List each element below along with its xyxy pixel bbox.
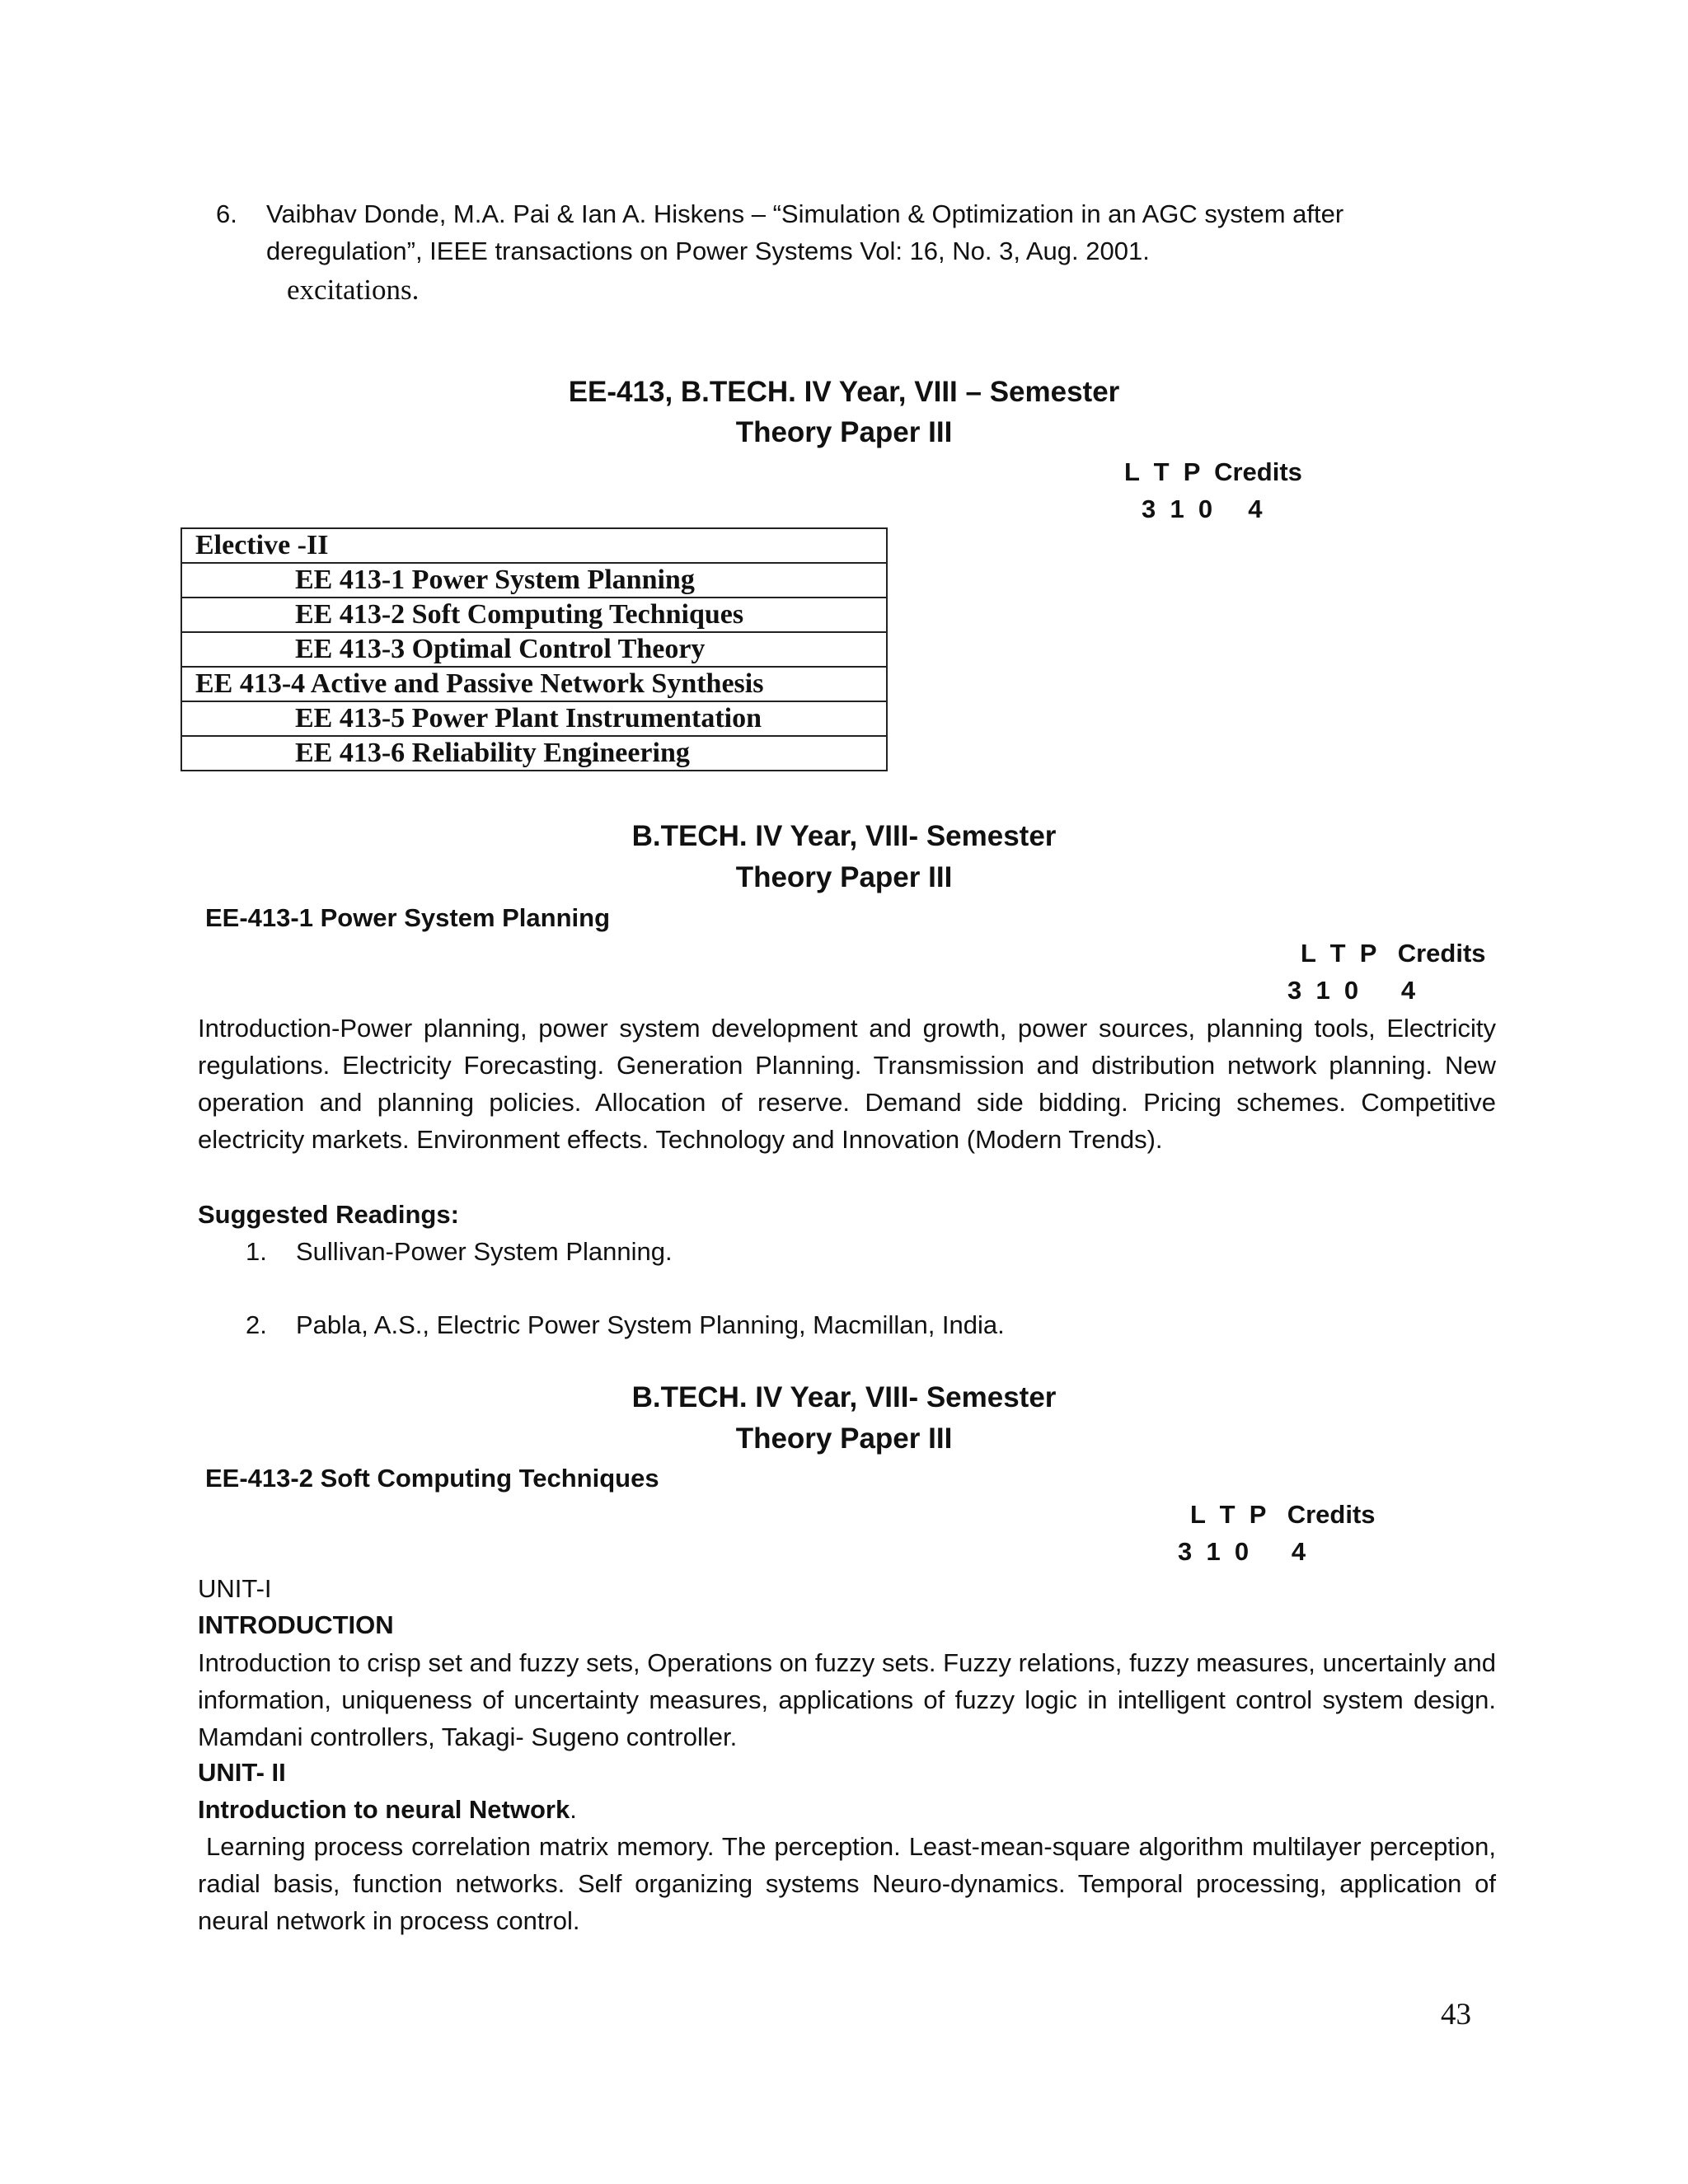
reading-text: Sullivan-Power System Planning. [296, 1237, 673, 1266]
elective-item: EE 413-2 Soft Computing Techniques [181, 598, 887, 632]
table-row [181, 598, 887, 632]
unit-label: UNIT-I [198, 1574, 272, 1603]
section-subtitle: Theory Paper III [735, 1422, 953, 1455]
elective-item: EE 413-4 Active and Passive Network Synthesis [181, 667, 887, 701]
unit-heading-suffix: . [570, 1795, 577, 1824]
elective-item: EE 413-3 Optimal Control Theory [181, 632, 887, 667]
ltp-values: 3 1 0 4 [1287, 976, 1416, 1005]
readings-heading: Suggested Readings: [198, 1200, 459, 1229]
elective-item: EE 413-1 Power System Planning [181, 563, 887, 598]
ltp-values: 3 1 0 4 [1178, 1537, 1306, 1566]
reading-number: 2. [246, 1310, 267, 1339]
unit-heading: Introduction to neural Network [198, 1795, 570, 1824]
ltp-header: L T P Credits [1190, 1500, 1376, 1529]
reference-number: 6. [216, 199, 237, 228]
section-title: EE-413, B.TECH. IV Year, VIII – Semester [568, 376, 1120, 408]
reference-line-2: deregulation”, IEEE transactions on Power Systems Vol: 16, No. 3, Aug. 2001. [266, 237, 1150, 265]
table-row [181, 528, 887, 563]
table-row [181, 736, 887, 771]
reference-line-1: Vaibhav Donde, M.A. Pai & Ian A. Hiskens – “Simulation & Optimization in an AGC system after [266, 199, 1344, 228]
page-number: 43 [1441, 1998, 1471, 2032]
stray-text: excitations. [287, 274, 420, 306]
ltp-header: L T P Credits [1124, 457, 1302, 486]
table-row [181, 667, 887, 701]
unit-label: UNIT- II [198, 1758, 286, 1787]
ltp-header: L T P Credits [1301, 939, 1486, 968]
ltp-values: 3 1 0 4 [1142, 494, 1263, 523]
unit-heading: INTRODUCTION [198, 1610, 394, 1639]
course-title: EE-413-2 Soft Computing Techniques [205, 1464, 659, 1493]
unit-heading-line [198, 1792, 577, 1828]
table-row [181, 563, 887, 598]
section-title: B.TECH. IV Year, VIII- Semester [631, 820, 1057, 852]
course-description: Introduction-Power planning, power system development and growth, power sources, planning tools, Electricity regulations. Electricity Forecasting. Generation Planning. Transmission and distribution network planning. New operation and planning policies. Allocation of reserve. Demand side bidding. Pricing schemes. Competitive electricity markets. Environment effects. Technology and Innovation (Modern Trends). [198, 1014, 1496, 1154]
reading-number: 1. [246, 1237, 267, 1266]
section-subtitle: Theory Paper III [735, 861, 953, 893]
elective-table [181, 527, 888, 771]
course-title: EE-413-1 Power System Planning [205, 903, 611, 932]
elective-header: Elective -II [181, 528, 887, 563]
elective-item: EE 413-6 Reliability Engineering [181, 736, 887, 771]
section-subtitle: Theory Paper III [735, 416, 953, 448]
table-row [181, 701, 887, 736]
section-title: B.TECH. IV Year, VIII- Semester [631, 1381, 1057, 1413]
unit-description: Introduction to crisp set and fuzzy sets, Operations on fuzzy sets. Fuzzy relations, fuzzy measures, uncertainly and information, uniqueness of uncertainty measures, applications of fuzzy logic in intelligent control system design. Mamdani controllers, Takagi- Sugeno controller. [198, 1648, 1496, 1751]
elective-item: EE 413-5 Power Plant Instrumentation [181, 701, 887, 736]
table-row [181, 632, 887, 667]
unit-description: Learning process correlation matrix memory. The perception. Least-mean-square algorithm multilayer perception, radial basis, function networks. Self organizing systems Neuro-dynamics. Temporal processing, application of neural network in process control. [198, 1832, 1503, 1935]
reading-text: Pabla, A.S., Electric Power System Planning, Macmillan, India. [296, 1310, 1005, 1339]
